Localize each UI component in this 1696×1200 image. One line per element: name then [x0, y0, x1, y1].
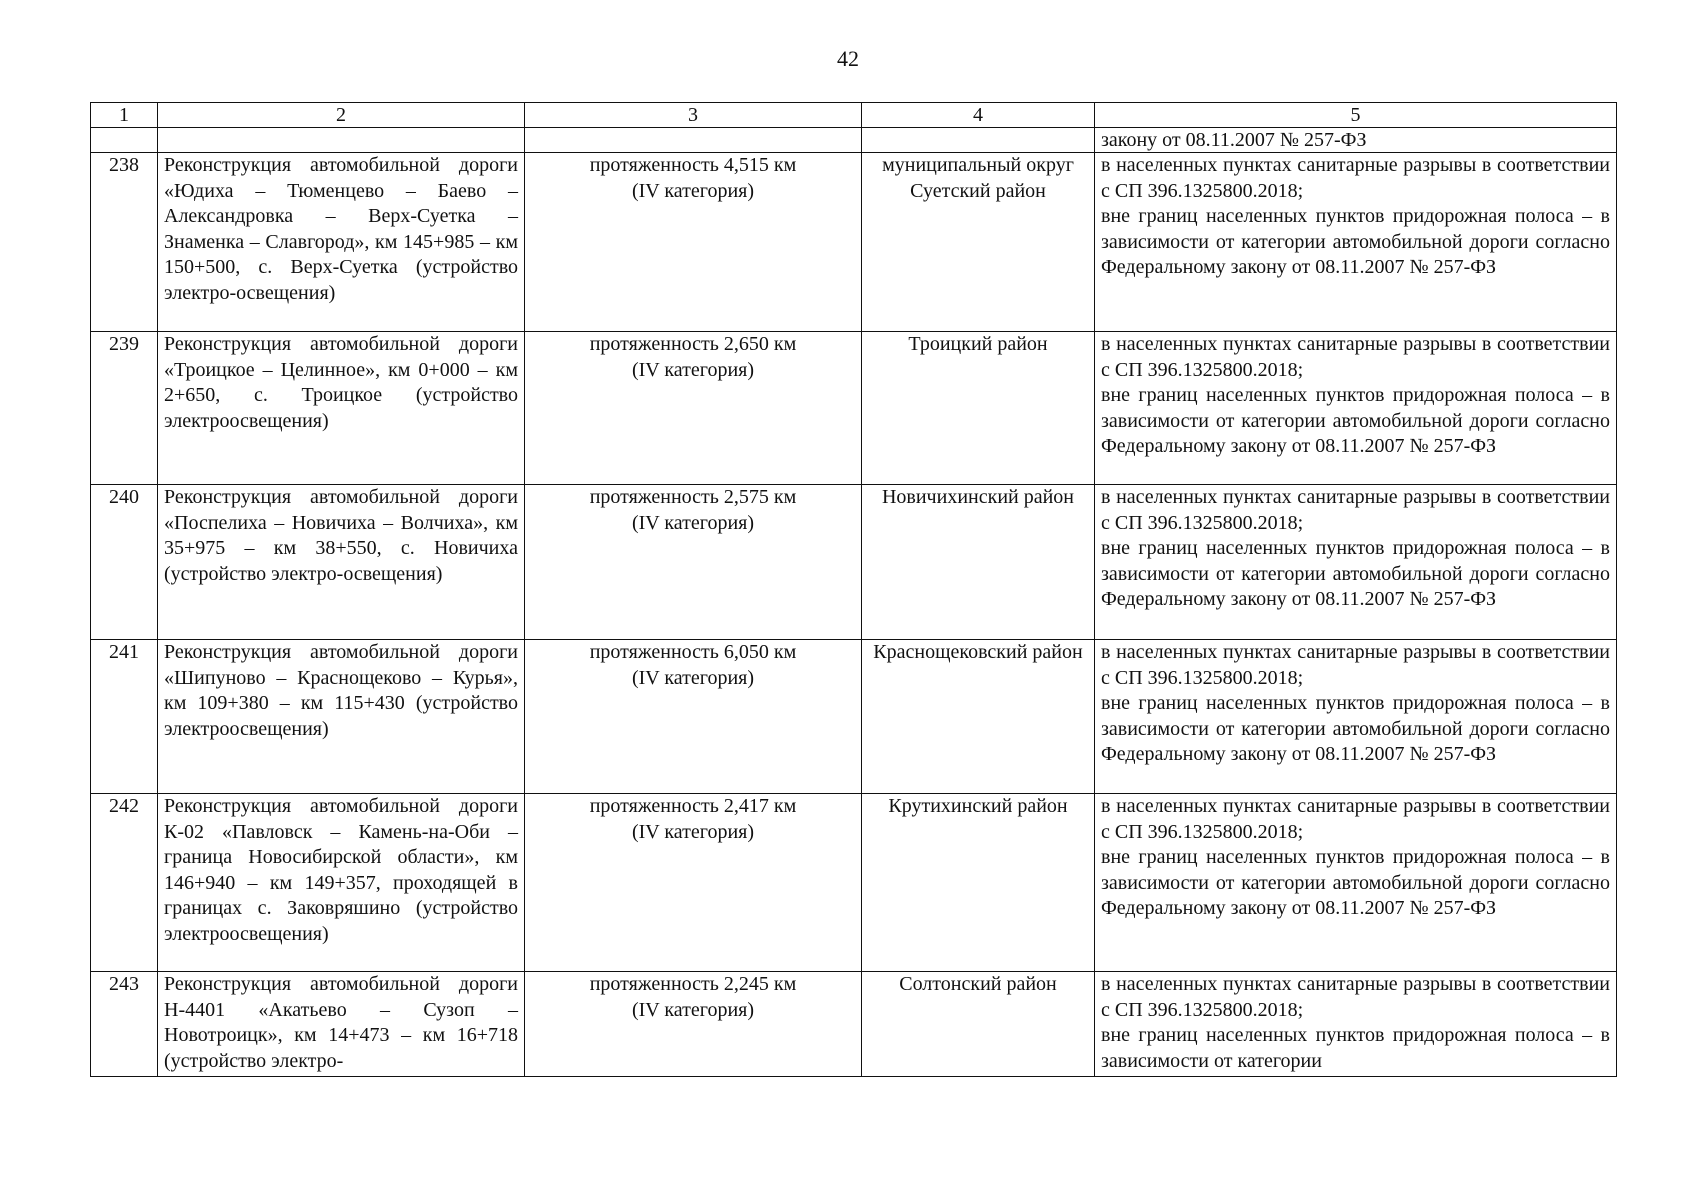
object-description: Реконструкция автомобильной дороги «Юдиха – Тюменцево – Баево – Александровка – Верх-Суетка – Знаменка – Славгород», км 145+985 – км 150+500, с. Верх-Суетка (устройство электро-освещения) [158, 153, 525, 332]
column-header: 1 [91, 103, 158, 128]
row-number: 238 [91, 153, 158, 332]
object-length-cell [525, 794, 862, 972]
column-header: 2 [158, 103, 525, 128]
road-category: (IV категория) [631, 358, 755, 381]
road-category: (IV категория) [631, 666, 755, 689]
object-description: Реконструкция автомобильной дороги «Троицкое – Целинное», км 0+000 – км 2+650, с. Троицкое (устройство электроосвещения) [158, 332, 525, 485]
object-length-cell [525, 640, 862, 794]
object-length: протяженность 2,417 км [589, 795, 797, 817]
empty-cell [91, 128, 158, 153]
zone-sanitary: в населенных пунктах санитарные разрывы в соответствии с СП 396.1325800.2018; [1101, 795, 1610, 843]
table-row [91, 640, 1617, 794]
object-length: протяженность 4,515 км [589, 154, 797, 176]
table-row [91, 485, 1617, 640]
column-header: 3 [525, 103, 862, 128]
zone-cell [1095, 794, 1617, 972]
zone-sanitary: в населенных пунктах санитарные разрывы в соответствии с СП 396.1325800.2018; [1101, 333, 1610, 381]
empty-cell [862, 128, 1095, 153]
column-number-row [91, 103, 1617, 128]
road-category: (IV категория) [631, 511, 755, 534]
object-length-cell [525, 485, 862, 640]
district: Крутихинский район [862, 794, 1095, 972]
table-row [91, 794, 1617, 972]
zone-roadside: вне границ населенных пунктов придорожная полоса – в зависимости от категории автомобильной дороги согласно Федеральному закону от 08.11.2007 № 257-ФЗ [1101, 537, 1610, 610]
zone-cell [1095, 332, 1617, 485]
zone-roadside: вне границ населенных пунктов придорожная полоса – в зависимости от категории [1101, 1024, 1610, 1072]
object-length: протяженность 6,050 км [589, 641, 797, 663]
objects-table [90, 102, 1617, 1077]
district: Новичихинский район [862, 485, 1095, 640]
table-row [91, 972, 1617, 1077]
zone-sanitary: в населенных пунктах санитарные разрывы в соответствии с СП 396.1325800.2018; [1101, 154, 1610, 202]
empty-cell [525, 128, 862, 153]
continuation-row [91, 128, 1617, 153]
road-category: (IV категория) [631, 998, 755, 1021]
empty-cell [158, 128, 525, 153]
object-description: Реконструкция автомобильной дороги «Шипуново – Краснощеково – Курья», км 109+380 – км 115+430 (устройство электроосвещения) [158, 640, 525, 794]
row-number: 240 [91, 485, 158, 640]
zone-sanitary: в населенных пунктах санитарные разрывы в соответствии с СП 396.1325800.2018; [1101, 641, 1610, 689]
row-number: 242 [91, 794, 158, 972]
table-row [91, 332, 1617, 485]
zone-sanitary: в населенных пунктах санитарные разрывы в соответствии с СП 396.1325800.2018; [1101, 486, 1610, 534]
object-description: Реконструкция автомобильной дороги Н-4401 «Акатьево – Сузоп – Новотроицк», км 14+473 – км 16+718 (устройство электро- [158, 972, 525, 1077]
zone-roadside: вне границ населенных пунктов придорожная полоса – в зависимости от категории автомобильной дороги согласно Федеральному закону от 08.11.2007 № 257-ФЗ [1101, 692, 1610, 765]
zone-roadside: вне границ населенных пунктов придорожная полоса – в зависимости от категории автомобильной дороги согласно Федеральному закону от 08.11.2007 № 257-ФЗ [1101, 205, 1610, 278]
zone-cell: закону от 08.11.2007 № 257-ФЗ [1095, 128, 1617, 153]
district: Краснощековский район [862, 640, 1095, 794]
column-header: 4 [862, 103, 1095, 128]
district: Троицкий район [862, 332, 1095, 485]
row-number: 241 [91, 640, 158, 794]
zone-cell [1095, 972, 1617, 1077]
row-number: 239 [91, 332, 158, 485]
object-length: протяженность 2,245 км [589, 973, 797, 995]
row-number: 243 [91, 972, 158, 1077]
table-row [91, 153, 1617, 332]
road-category: (IV категория) [631, 179, 755, 202]
object-description: Реконструкция автомобильной дороги «Поспелиха – Новичиха – Волчиха», км 35+975 – км 38+550, с. Новичиха (устройство электро-освещения) [158, 485, 525, 640]
zone-cell [1095, 640, 1617, 794]
zone-cell [1095, 153, 1617, 332]
page-number: 42 [837, 46, 859, 71]
zone-roadside: вне границ населенных пунктов придорожная полоса – в зависимости от категории автомобильной дороги согласно Федеральному закону от 08.11.2007 № 257-ФЗ [1101, 846, 1610, 919]
column-header: 5 [1095, 103, 1617, 128]
zone-cell [1095, 485, 1617, 640]
road-category: (IV категория) [631, 820, 755, 843]
zone-sanitary: в населенных пунктах санитарные разрывы в соответствии с СП 396.1325800.2018; [1101, 973, 1610, 1021]
district: Солтонский район [862, 972, 1095, 1077]
object-length-cell [525, 332, 862, 485]
object-length-cell [525, 153, 862, 332]
zone-roadside: вне границ населенных пунктов придорожная полоса – в зависимости от категории автомобильной дороги согласно Федеральному закону от 08.11.2007 № 257-ФЗ [1101, 384, 1610, 457]
district: муниципальный округ Суетский район [862, 153, 1095, 332]
object-length-cell [525, 972, 862, 1077]
object-length: протяженность 2,650 км [589, 333, 797, 355]
object-length: протяженность 2,575 км [589, 486, 797, 508]
object-description: Реконструкция автомобильной дороги К-02 «Павловск – Камень-на-Оби – граница Новосибирской области», км 146+940 – км 149+357, проходящей в границах с. Заковряшино (устройство электроосвещения) [158, 794, 525, 972]
